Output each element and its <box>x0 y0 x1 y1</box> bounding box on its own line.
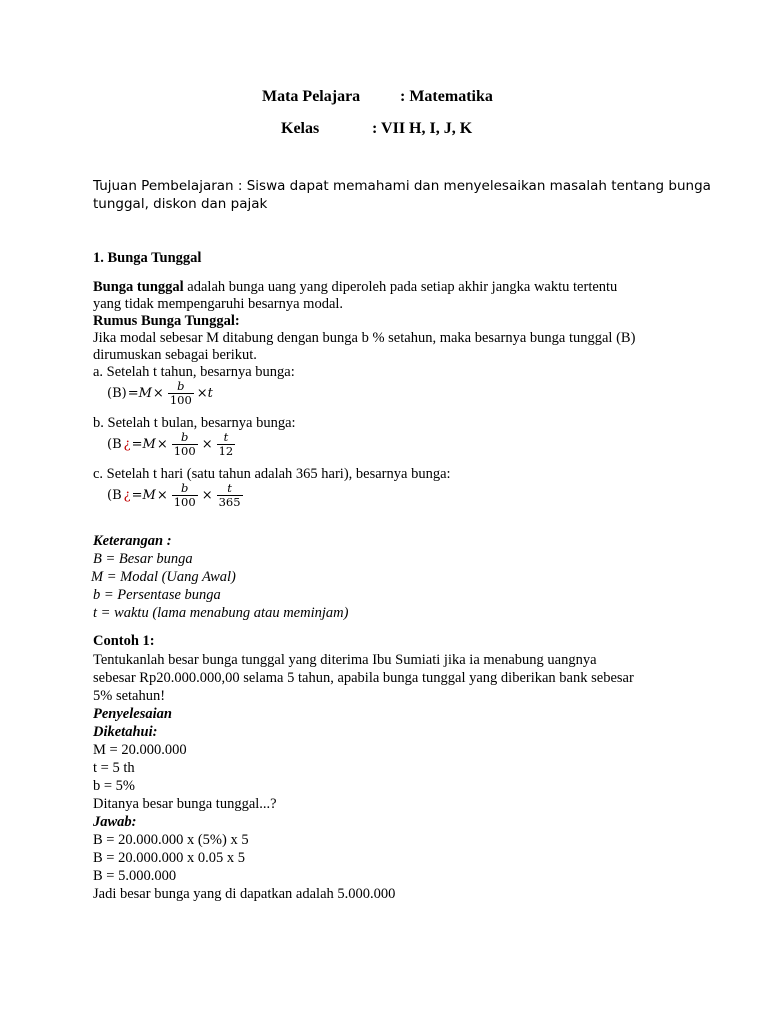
example-line-3: 5% setahun! <box>93 688 166 704</box>
legend-item: t = waktu (lama menabung atau meminjam) <box>93 605 349 621</box>
answer-step: B = 20.000.000 x 0.05 x 5 <box>93 850 245 866</box>
formula-b-den-2: 12 <box>218 444 234 458</box>
formula-b-fraction-1 <box>172 431 198 458</box>
formula-c-eq: =M <box>131 488 156 503</box>
case-b-label: b. Setelah t bulan, besarnya bunga: <box>93 415 296 431</box>
formula-b-lhs: (B <box>107 437 122 452</box>
example-line-1: Tentukanlah besar bunga tunggal yang diterima Ibu Sumiati jika ia menabung uangnya <box>93 652 597 668</box>
formula-a-num: b <box>177 379 185 393</box>
formula-b-den-1: 100 <box>173 444 196 458</box>
legend-heading: Keterangan : <box>93 533 172 549</box>
section-heading: 1. Bunga Tunggal <box>93 250 202 266</box>
formula-c-den-2: 365 <box>218 495 241 509</box>
formula-c-times-2: × <box>201 488 213 503</box>
formula-a-lhs: (B) <box>107 386 127 401</box>
formula-b-odd-char: ¿ <box>123 437 131 452</box>
formula-heading: Rumus Bunga Tunggal: <box>93 313 240 329</box>
formula-c-num-1: b <box>181 481 189 495</box>
formula-intro-1: Jika modal sebesar M ditabung dengan bunga b % setahun, maka besarnya bunga tunggal (B) <box>93 330 636 346</box>
formula-c-lhs: (B <box>107 488 122 503</box>
formula-b-fraction-2 <box>217 431 236 458</box>
known-item: M = 20.000.000 <box>93 742 187 758</box>
definition-text: adalah bunga uang yang diperoleh pada setiap akhir jangka waktu tertentu <box>183 279 618 295</box>
definition-line-2: yang tidak mempengaruhi besarnya modal. <box>93 296 344 312</box>
formula-a-eq: =M <box>127 386 152 401</box>
answer-heading: Jawab: <box>93 814 137 830</box>
definition-line-1 <box>93 279 617 296</box>
formula-a <box>106 380 213 407</box>
case-c-label: c. Setelah t hari (satu tahun adalah 365 hari), besarnya bunga: <box>93 466 451 482</box>
legend-item: b = Persentase bunga <box>93 587 221 603</box>
formula-intro-2: dirumuskan sebagai berikut. <box>93 347 257 363</box>
objective-line-2: tunggal, diskon dan pajak <box>93 196 268 212</box>
legend-item: B = Besar bunga <box>93 551 193 567</box>
formula-a-fraction <box>168 380 194 407</box>
formula-b-eq: =M <box>131 437 156 452</box>
formula-b-num-1: b <box>181 430 189 444</box>
answer-step: B = 5.000.000 <box>93 868 177 884</box>
answer-step: B = 20.000.000 x (5%) x 5 <box>93 832 249 848</box>
subject-value: : Matematika <box>400 88 493 105</box>
formula-b <box>106 431 238 458</box>
solution-heading: Penyelesaian <box>93 706 172 722</box>
formula-c-den-1: 100 <box>173 495 196 509</box>
formula-b-num-2: t <box>223 430 229 444</box>
formula-a-times: × <box>152 386 164 401</box>
formula-a-tail: ×t <box>196 386 213 401</box>
formula-c-num-2: t <box>227 481 232 495</box>
class-label: Kelas <box>281 120 320 137</box>
objective-line-1: Tujuan Pembelajaran : Siswa dapat memahami dan menyelesaikan masalah tentang bunga <box>93 178 711 194</box>
formula-c <box>106 482 246 509</box>
conclusion-text: Jadi besar bunga yang di dapatkan adalah 5.000.000 <box>93 886 396 902</box>
formula-c-fraction-2 <box>217 482 243 509</box>
known-heading: Diketahui: <box>93 724 158 740</box>
formula-b-times-2: × <box>201 437 213 452</box>
class-value: : VII H, I, J, K <box>372 120 473 137</box>
formula-c-times: × <box>156 488 168 503</box>
example-heading: Contoh 1: <box>93 633 155 649</box>
subject-label: Mata Pelajara <box>262 88 361 105</box>
formula-c-fraction-1 <box>172 482 198 509</box>
known-item: t = 5 th <box>93 760 135 776</box>
formula-a-den: 100 <box>169 393 192 407</box>
formula-b-times: × <box>156 437 168 452</box>
legend-item: M = Modal (Uang Awal) <box>91 569 236 585</box>
definition-term: Bunga tunggal <box>93 279 184 295</box>
example-line-2: sebesar Rp20.000.000,00 selama 5 tahun, apabila bunga tunggal yang diberikan bank sebesar <box>93 670 634 686</box>
question-text: Ditanya besar bunga tunggal...? <box>93 796 277 812</box>
case-a-label: a. Setelah t tahun, besarnya bunga: <box>93 364 295 380</box>
formula-c-odd-char: ¿ <box>123 488 131 503</box>
known-item: b = 5% <box>93 778 136 794</box>
